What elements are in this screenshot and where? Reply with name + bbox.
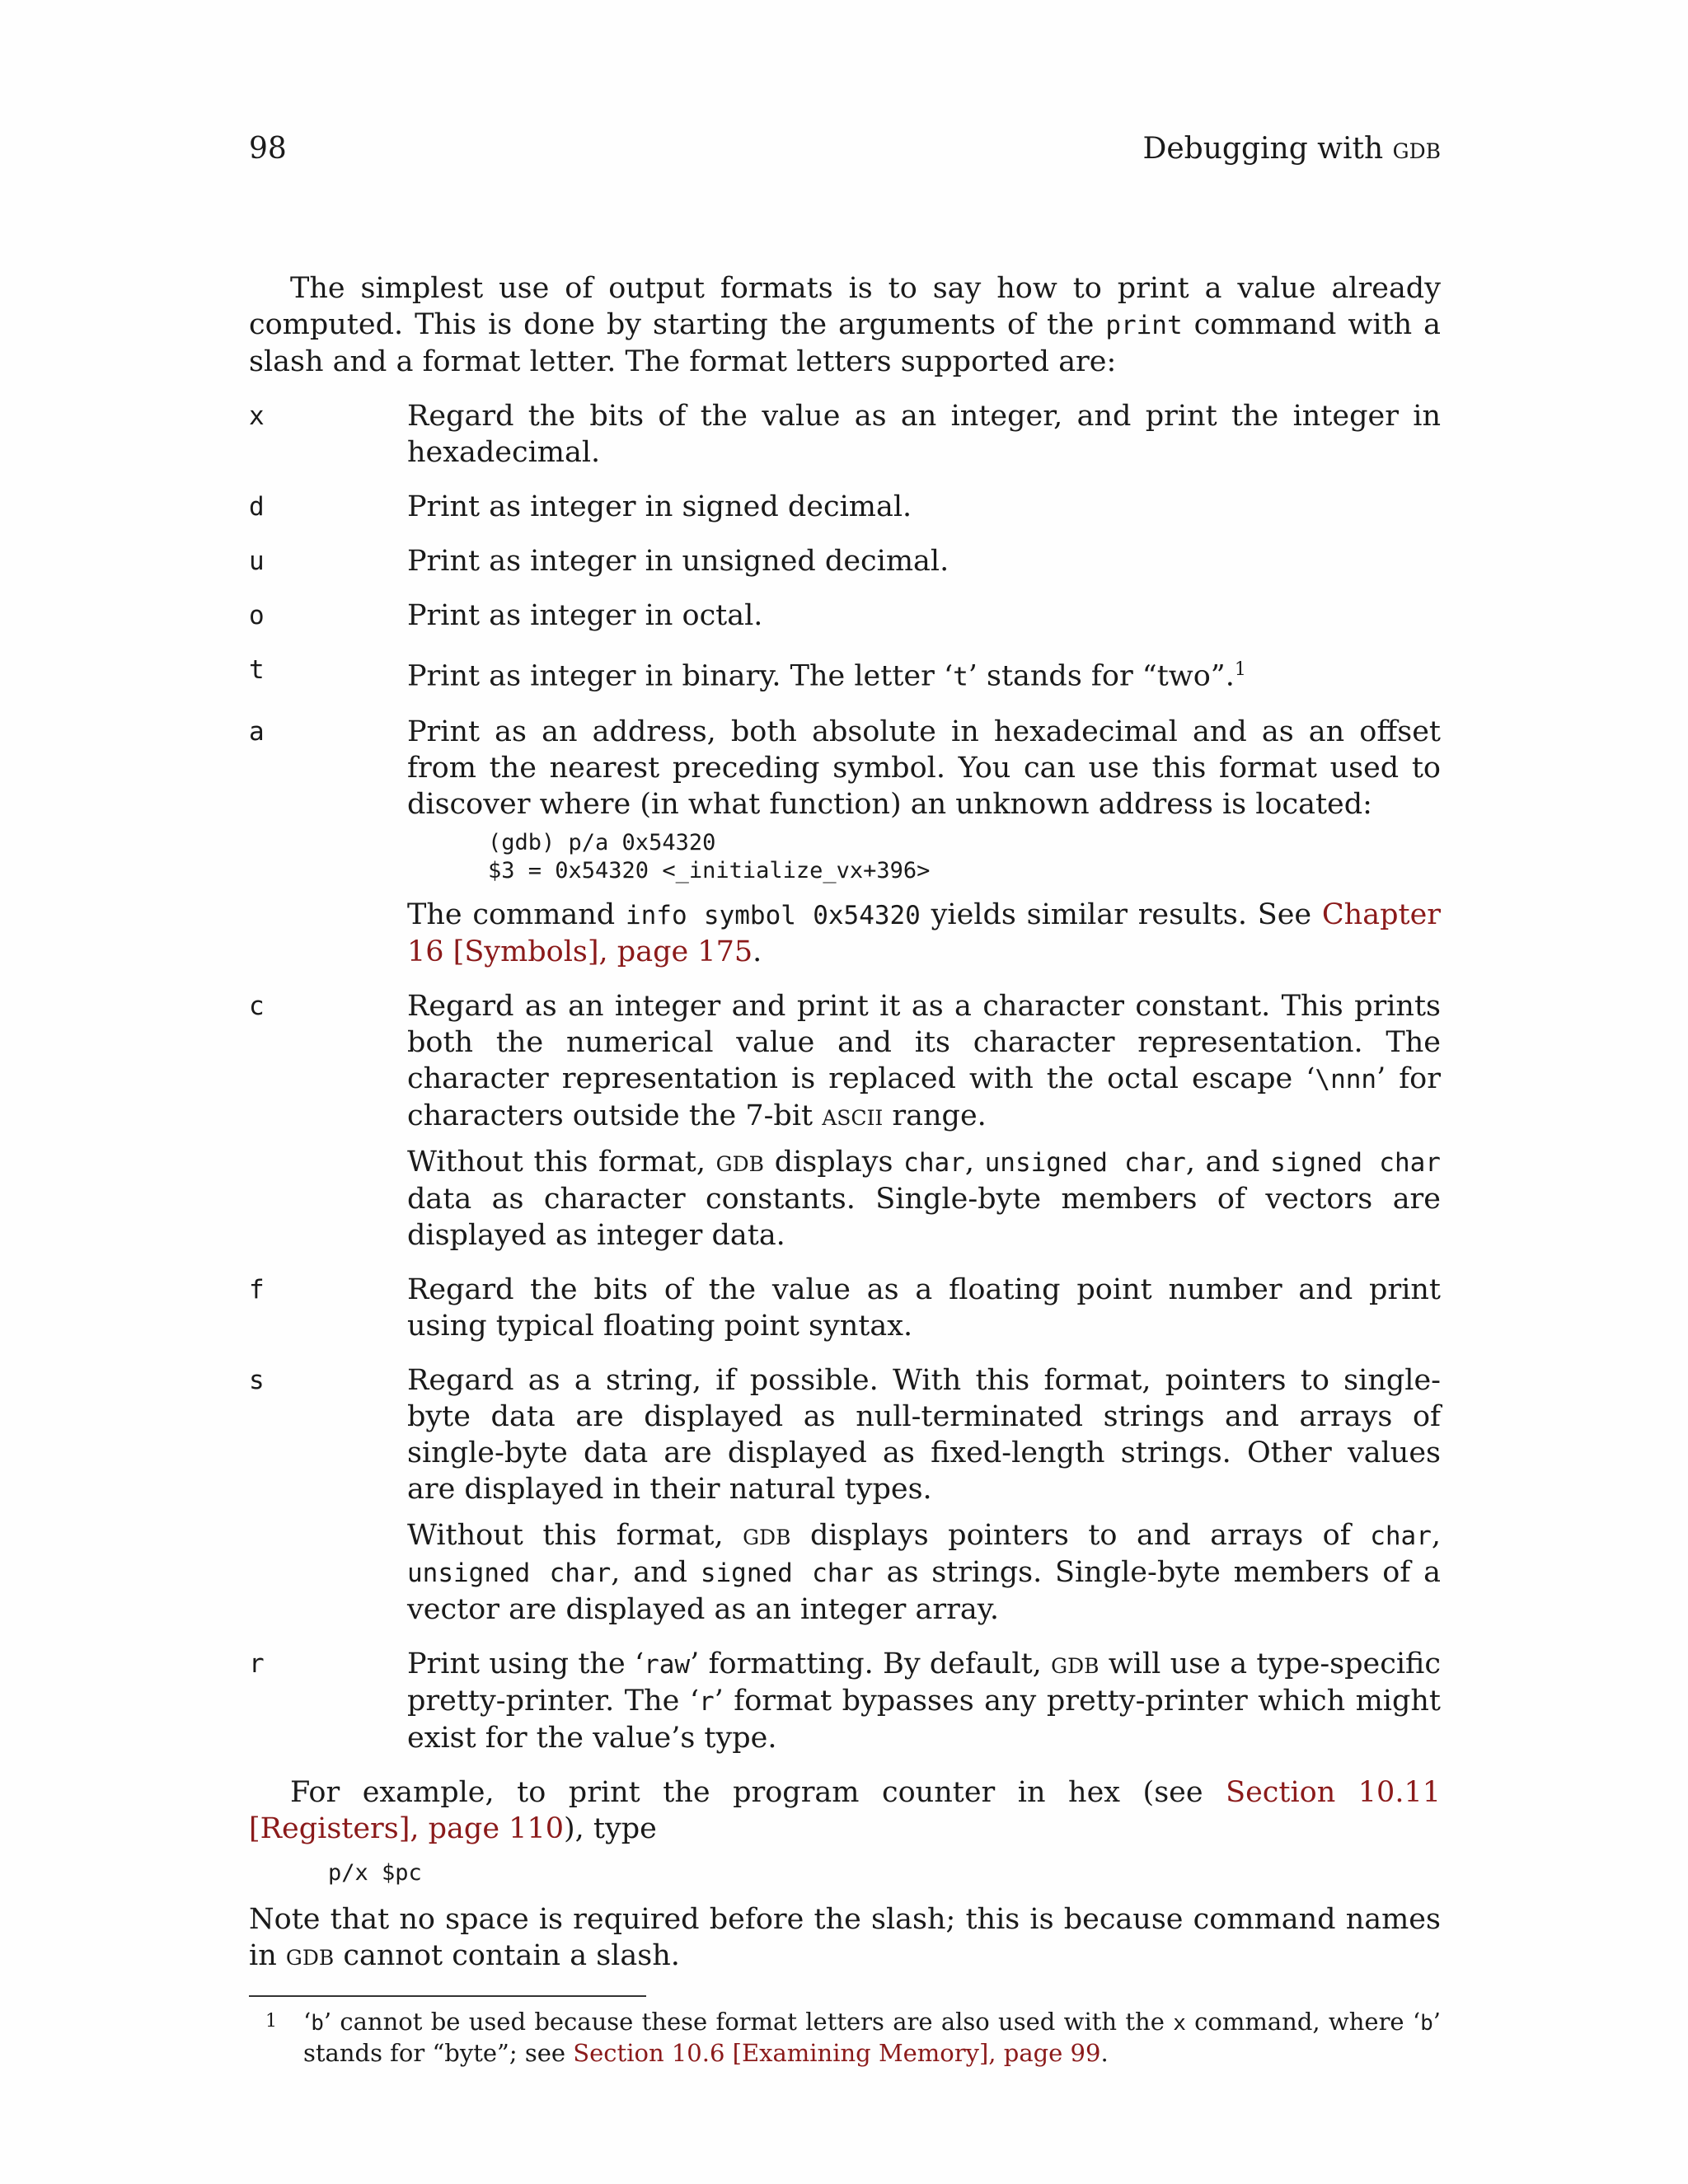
footnote-rule	[249, 1995, 646, 1997]
format-entry-d: d Print as integer in signed decimal.	[249, 490, 912, 523]
format-entry-r: r Print using the ‘raw’ formatting. By default, gdb will use a type-specific pretty-printer. The ‘r’ format bypasses any pretty-printer which might exist for the value’s type.	[249, 1647, 1441, 1755]
example-paragraph: For example, to print the program counter in hex (see Section 10.11 [Registers], page 110), type	[249, 1775, 1441, 1845]
format-entry-t: t Print as integer in binary. The letter ‘t’ stands for “two”.$^1$	[249, 655, 1246, 693]
format-entry-u: u Print as integer in unsigned decimal.	[249, 545, 950, 578]
page-number: 98	[249, 132, 287, 166]
link-chapter-symbols[interactable]: Chapter 16 [Symbols], page 175	[407, 898, 1442, 968]
page-body	[249, 270, 1441, 2068]
code-example-pc: p/x $pc	[328, 1859, 422, 1886]
book-title: Debugging with gdb	[1142, 132, 1441, 166]
note-paragraph: Note that no space is required before the slash; this is because command names in gdb cannot contain a slash.	[249, 1902, 1441, 1972]
format-entry-s: s Regard as a string, if possible. With this format, pointers to single-byte data are displayed as null-terminated strings and arrays of single-byte data are displayed as fixed-length strings. Other values are displayed in their natural types. Without this format, gdb displays pointers to and arrays of char, unsigned char, and signed char as strings. Single-byte members of a vector are displayed as an integer array.	[249, 1363, 1441, 1626]
running-header	[249, 132, 1441, 166]
format-entry-o: o Print as integer in octal.	[249, 599, 763, 632]
format-entry-f: f Regard the bits of the value as a floating point number and print using typical floating point syntax.	[249, 1272, 1441, 1343]
format-letter-list	[249, 398, 1441, 1756]
link-section-examining-memory[interactable]: Section 10.6 [Examining Memory], page 99	[573, 2038, 1101, 2067]
link-section-registers[interactable]: Section 10.11 [Registers], page 110	[249, 1775, 1441, 1845]
code-example: (gdb) p/a 0x54320 $3 = 0x54320 <_initialize_vx+396>	[488, 829, 931, 883]
intro-paragraph: The simplest use of output formats is to say how to print a value already computed. This is done by starting the arguments of the print command with a slash and a format letter. The format letters supported are:	[249, 272, 1442, 378]
format-entry-a: a Print as an address, both absolute in hexadecimal and as an offset from the nearest preceding symbol. You can use this format used to discover where (in what function) an unknown address is located: (gdb) p/a 0x54320 $3 = 0x54320 <_initialize_vx+396> The command info symbol 0x54320 yields similar results. See Chapter 16 [Symbols], page 175.	[249, 715, 1442, 968]
format-entry-x: x Regard the bits of the value as an integer, and print the integer in hexadecimal.	[249, 400, 1441, 469]
footnote-marker[interactable]: 1	[1234, 659, 1246, 680]
format-entry-c: c Regard as an integer and print it as a character constant. This prints both the numerical value and its character representation. The character representation is replaced with the octal escape ‘\nnn’ for characters outside the 7-bit ascii range. Without this format, gdb displays char, unsigned char, and signed char data as character constants. Single-byte members of vectors are displayed as integer data.	[249, 989, 1441, 1252]
footnote: 1 ‘b’ cannot be used because these format letters are also used with the x command, where ‘b’ stands for “byte”; see Section 10.6 [Examining Memory], page 99.	[265, 2007, 1441, 2067]
